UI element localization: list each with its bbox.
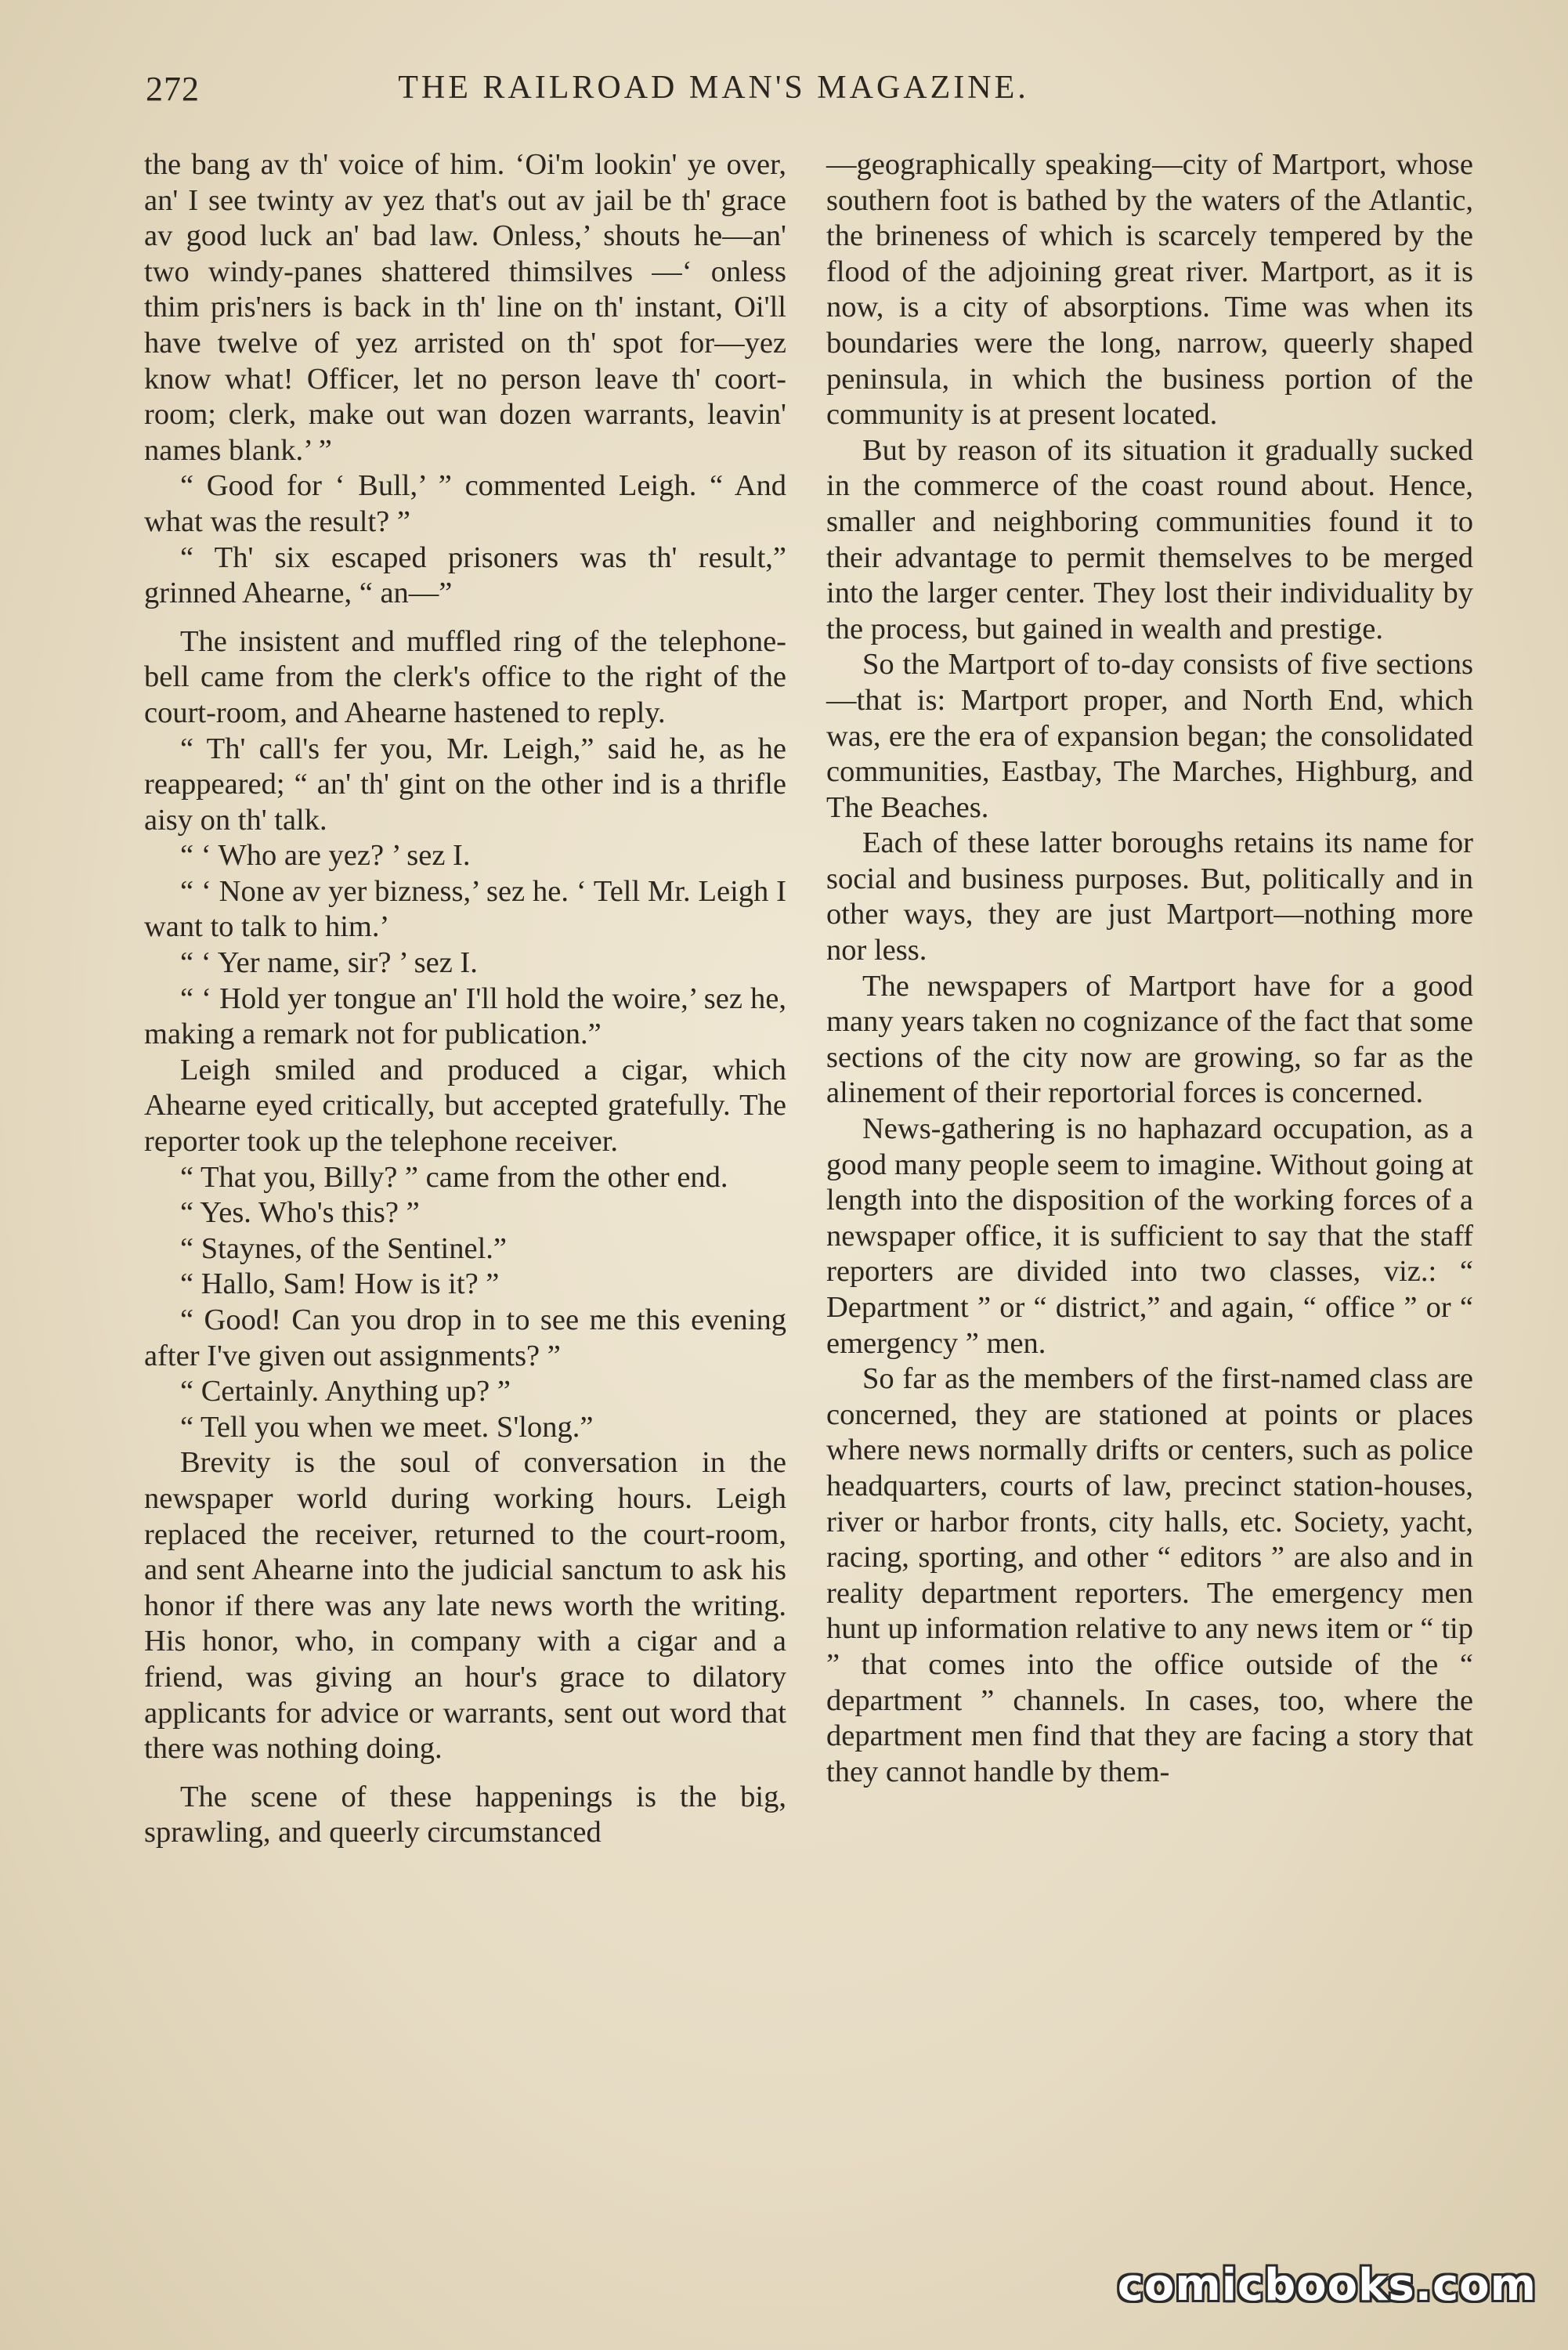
paragraph: So the Martport of to-day consists of five sections—that is: Martport proper, and North End, which was, ere the era of expansion began; the consolidated communities, Eastbay, The Marches, Highburg, and The Beaches. bbox=[826, 648, 1473, 824]
paragraph: “ Good! Can you drop in to see me this evening after I've given out assignments? ” bbox=[144, 1303, 786, 1372]
paragraph: “ Certainly. Anything up? ” bbox=[180, 1375, 511, 1408]
paragraph: “ ‘ Yer name, sir? ’ sez I. bbox=[180, 946, 478, 980]
paragraph: —geographically speaking—city of Martport, whose southern foot is bathed by the waters of the Atlantic, the brineness of which is scarcely tempered by the flood of the adjoining great river. Martport, as it is now, is a city of absorptions. Time was when its boundaries were the long, narrow, queerly shaped peninsula, in which the business portion of the community is at present located. bbox=[826, 148, 1473, 432]
paragraph: So far as the members of the first-named class are concerned, they are stationed at points or places where news normally drifts or centers, such as police headquarters, courts of law, precinct station-houses, river or harbor fronts, city halls, etc. Society, yacht, racing, sporting, and other “ editors ” are also and in reality department reporters. The emergency men hunt up information relative to any news item or “ tip ” that comes into the office outside of the “ department ” channels. In cases, too, where the department men find that they are facing a story that they cannot handle by them- bbox=[826, 1362, 1473, 1788]
right-column bbox=[826, 147, 1473, 1790]
paragraph: the bang av th' voice of him. ‘Oi'm lookin' ye over, an' I see twinty av yez that's out av jail be th' grace av good luck an' bad law. Onless,’ shouts he—an' two windy-panes shattered thimsilves —‘ onless thim pris'ners is back in th' line on th' instant, Oi'll have twelve of yez arristed on th' spot for—yez know what! Officer, let no person leave th' coort-room; clerk, make out wan dozen warrants, leavin' names blank.’ ” bbox=[144, 148, 786, 467]
running-head: THE RAILROAD MAN'S MAGAZINE. bbox=[398, 70, 1029, 106]
watermark: comicbooks.com bbox=[1117, 2260, 1537, 2311]
paragraph: “ Staynes, of the Sentinel.” bbox=[180, 1231, 507, 1265]
paragraph: Leigh smiled and produced a cigar, which Ahearne eyed critically, but accepted gratefully. The reporter took up the telephone receiver. bbox=[144, 1053, 786, 1159]
paragraph: “ ‘ None av yer bizness,’ sez he. ‘ Tell Mr. Leigh I want to talk to him.’ bbox=[144, 874, 786, 944]
paragraph: News-gathering is no haphazard occupation, as a good many people seem to imagine. Without going at length into the disposition of the working forces of a newspaper office, it is sufficient to say that the staff reporters are divided into two classes, viz.: “ Department ” or “ district,” and again, “ office ” or “ emergency ” men. bbox=[826, 1112, 1473, 1360]
paragraph: But by reason of its situation it gradually sucked in the commerce of the coast round about. Hence, smaller and neighboring communities found it to their advantage to permit themselves to be merged into the larger center. They lost their individuality by the process, but gained in wealth and prestige. bbox=[826, 433, 1473, 645]
paragraph: “ Th' six escaped prisoners was th' result,” grinned Ahearne, “ an—” bbox=[144, 540, 786, 610]
paragraph: “ Good for ‘ Bull,’ ” commented Leigh. “ And what was the result? ” bbox=[144, 469, 786, 538]
left-column bbox=[144, 147, 786, 1851]
paragraph: “ Tell you when we meet. S'long.” bbox=[180, 1410, 594, 1444]
paragraph: Each of these latter boroughs retains its name for social and business purposes. But, politically and in other ways, they are just Martport—nothing more nor less. bbox=[826, 826, 1473, 967]
paragraph: “ ‘ Hold yer tongue an' I'll hold the woire,’ sez he, making a remark not for publication.” bbox=[144, 982, 786, 1051]
paragraph: “ Th' call's fer you, Mr. Leigh,” said he, as he reappeared; “ an' th' gint on the other ind is a thrifle aisy on th' talk. bbox=[144, 732, 786, 837]
paragraph: Brevity is the soul of conversation in the newspaper world during working hours. Leigh replaced the receiver, returned to the court-room, and sent Ahearne into the judicial sanctum to ask his honor if there was any late news worth the writing. His honor, who, in company with a cigar and a friend, was giving an hour's grace to dilatory applicants for advice or warrants, sent out word that there was nothing doing. bbox=[144, 1446, 786, 1766]
paragraph: The scene of these happenings is the big, sprawling, and queerly circumstanced bbox=[144, 1780, 786, 1849]
paragraph: “ Hallo, Sam! How is it? ” bbox=[180, 1267, 500, 1301]
paragraph: “ That you, Billy? ” came from the other end. bbox=[180, 1160, 728, 1194]
page-header bbox=[146, 69, 1187, 116]
paragraph: The insistent and muffled ring of the telephone-bell came from the clerk's office to the right of the court-room, and Ahearne hastened to reply. bbox=[144, 624, 786, 729]
page-number: 272 bbox=[146, 70, 200, 108]
paragraph: “ Yes. Who's this? ” bbox=[180, 1196, 420, 1230]
paragraph: The newspapers of Martport have for a good many years taken no cognizance of the fact that some sections of the city now are growing, so far as the alinement of their reportorial forces is concerned. bbox=[826, 969, 1473, 1110]
paragraph: “ ‘ Who are yez? ’ sez I. bbox=[180, 839, 471, 873]
